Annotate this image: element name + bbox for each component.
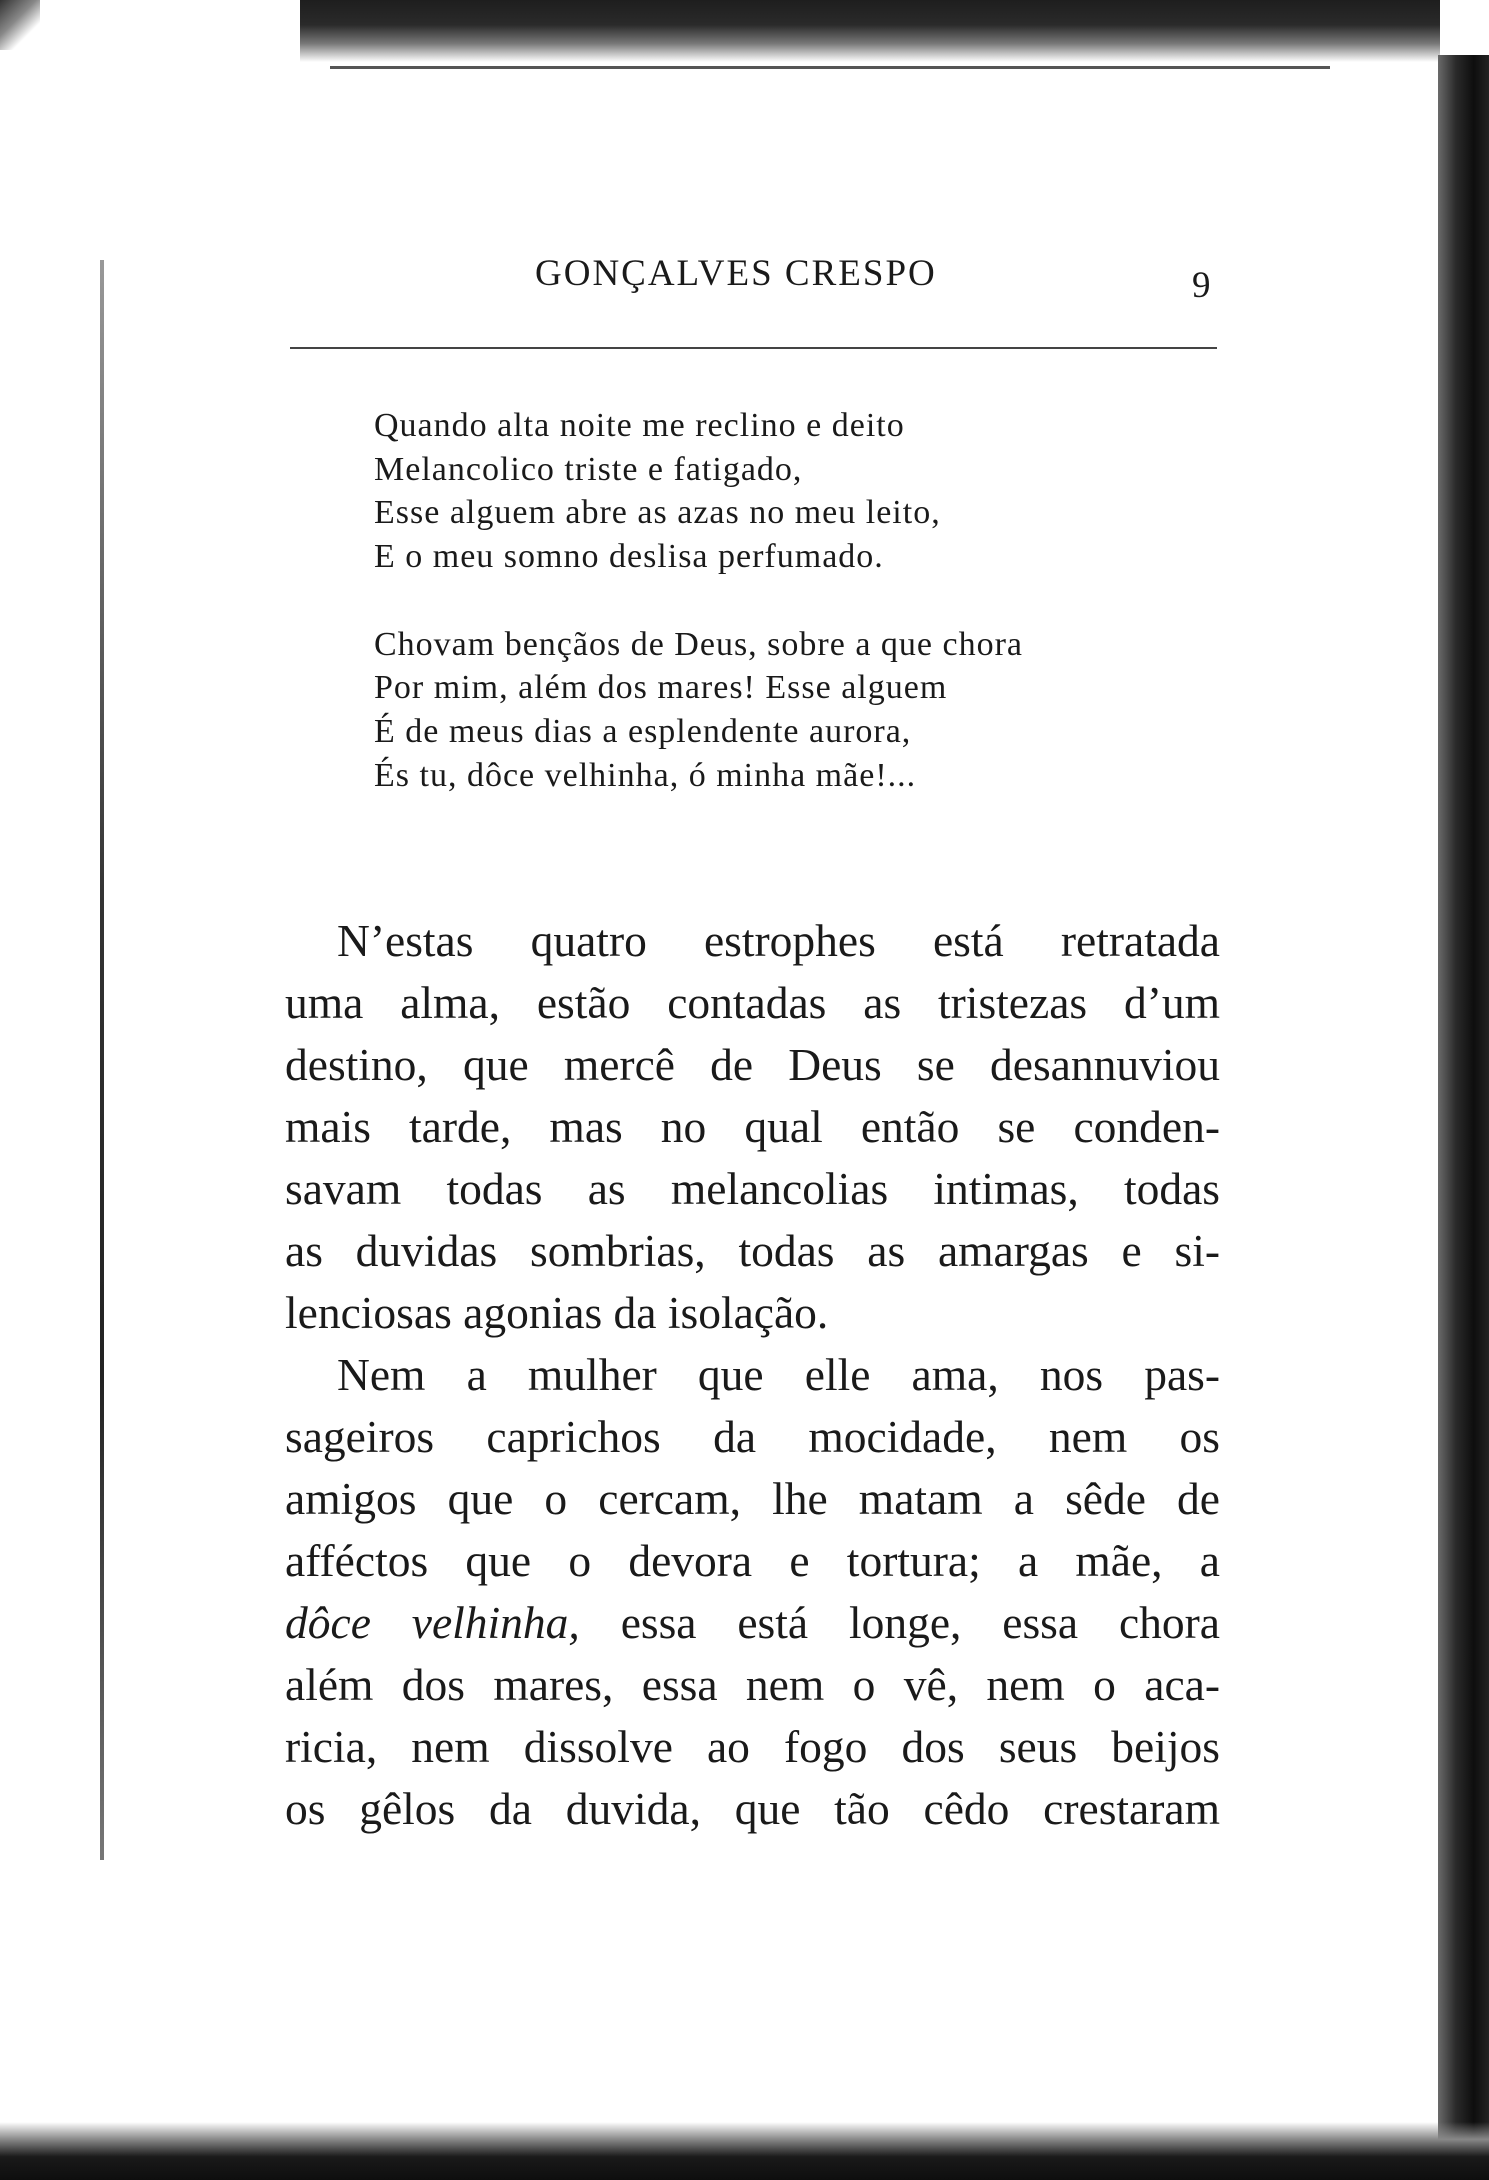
text-line: mais tarde, mas no qual então se conden- [285,1101,1220,1152]
text-line: savam todas as melancolias intimas, todas [285,1163,1220,1214]
paragraph [285,1344,1220,1840]
text-line: lenciosas agonias da isolação. [285,1287,829,1338]
poem-stanza [374,404,1023,579]
scan-top-line [330,66,1330,69]
poem-verse: És tu, dôce velhinha, ó minha mãe!... [374,756,917,794]
text-line: afféctos que o devora e tortura; a mãe, a [285,1535,1220,1586]
paragraph [285,910,1220,1344]
running-header-title: GONÇALVES CRESPO [535,253,937,294]
poem-verse: Por mim, além dos mares! Esse alguem [374,669,948,707]
prose-body [285,910,1220,1840]
scan-left-edge [100,260,104,1860]
poem-verse: Esse alguem abre as azas no meu leito, [374,494,941,532]
scan-corner-shadow [0,0,40,50]
text-line: destino, que mercê de Deus se desannuviou [285,1039,1220,1090]
scan-bottom-edge [0,2122,1489,2180]
text-line: uma alma, estão contadas as tristezas d’um [285,977,1220,1028]
text-line: além dos mares, essa nem o vê, nem o aca- [285,1659,1220,1710]
text-line: as duvidas sombrias, todas as amargas e si- [285,1225,1220,1276]
poem-verse: Melancolico triste e fatigado, [374,450,803,488]
poem-verse: Quando alta noite me reclino e deito [374,407,905,444]
poem-verse: É de meus dias a esplendente aurora, [374,713,912,751]
poem-verse: E o meu somno deslisa perfumado. [374,538,884,576]
text-line: os gêlos da duvida, que tão cêdo crestaram [285,1783,1220,1834]
text-line-with-italic [285,1592,1220,1654]
header-rule [290,347,1217,349]
poem-block [374,404,1023,798]
text-line: N’estas quatro estrophes está retratada [337,915,1220,966]
scan-top-edge [300,0,1440,62]
italic-phrase: dôce velhinha, [285,1597,580,1648]
page-number: 9 [1192,265,1211,306]
text-line: sageiros caprichos da mocidade, nem os [285,1411,1220,1462]
text-line: amigos que o cercam, lhe matam a sêde de [285,1473,1220,1524]
text-line: ricia, nem dissolve ao fogo dos seus beijos [285,1721,1220,1772]
poem-stanza [374,623,1023,798]
poem-verse: Chovam bençãos de Deus, sobre a que chora [374,625,1024,663]
text-fragment: essa está longe, essa chora [620,1597,1220,1648]
text-line: Nem a mulher que elle ama, nos pas- [337,1349,1220,1400]
scan-right-edge [1438,55,1489,2180]
